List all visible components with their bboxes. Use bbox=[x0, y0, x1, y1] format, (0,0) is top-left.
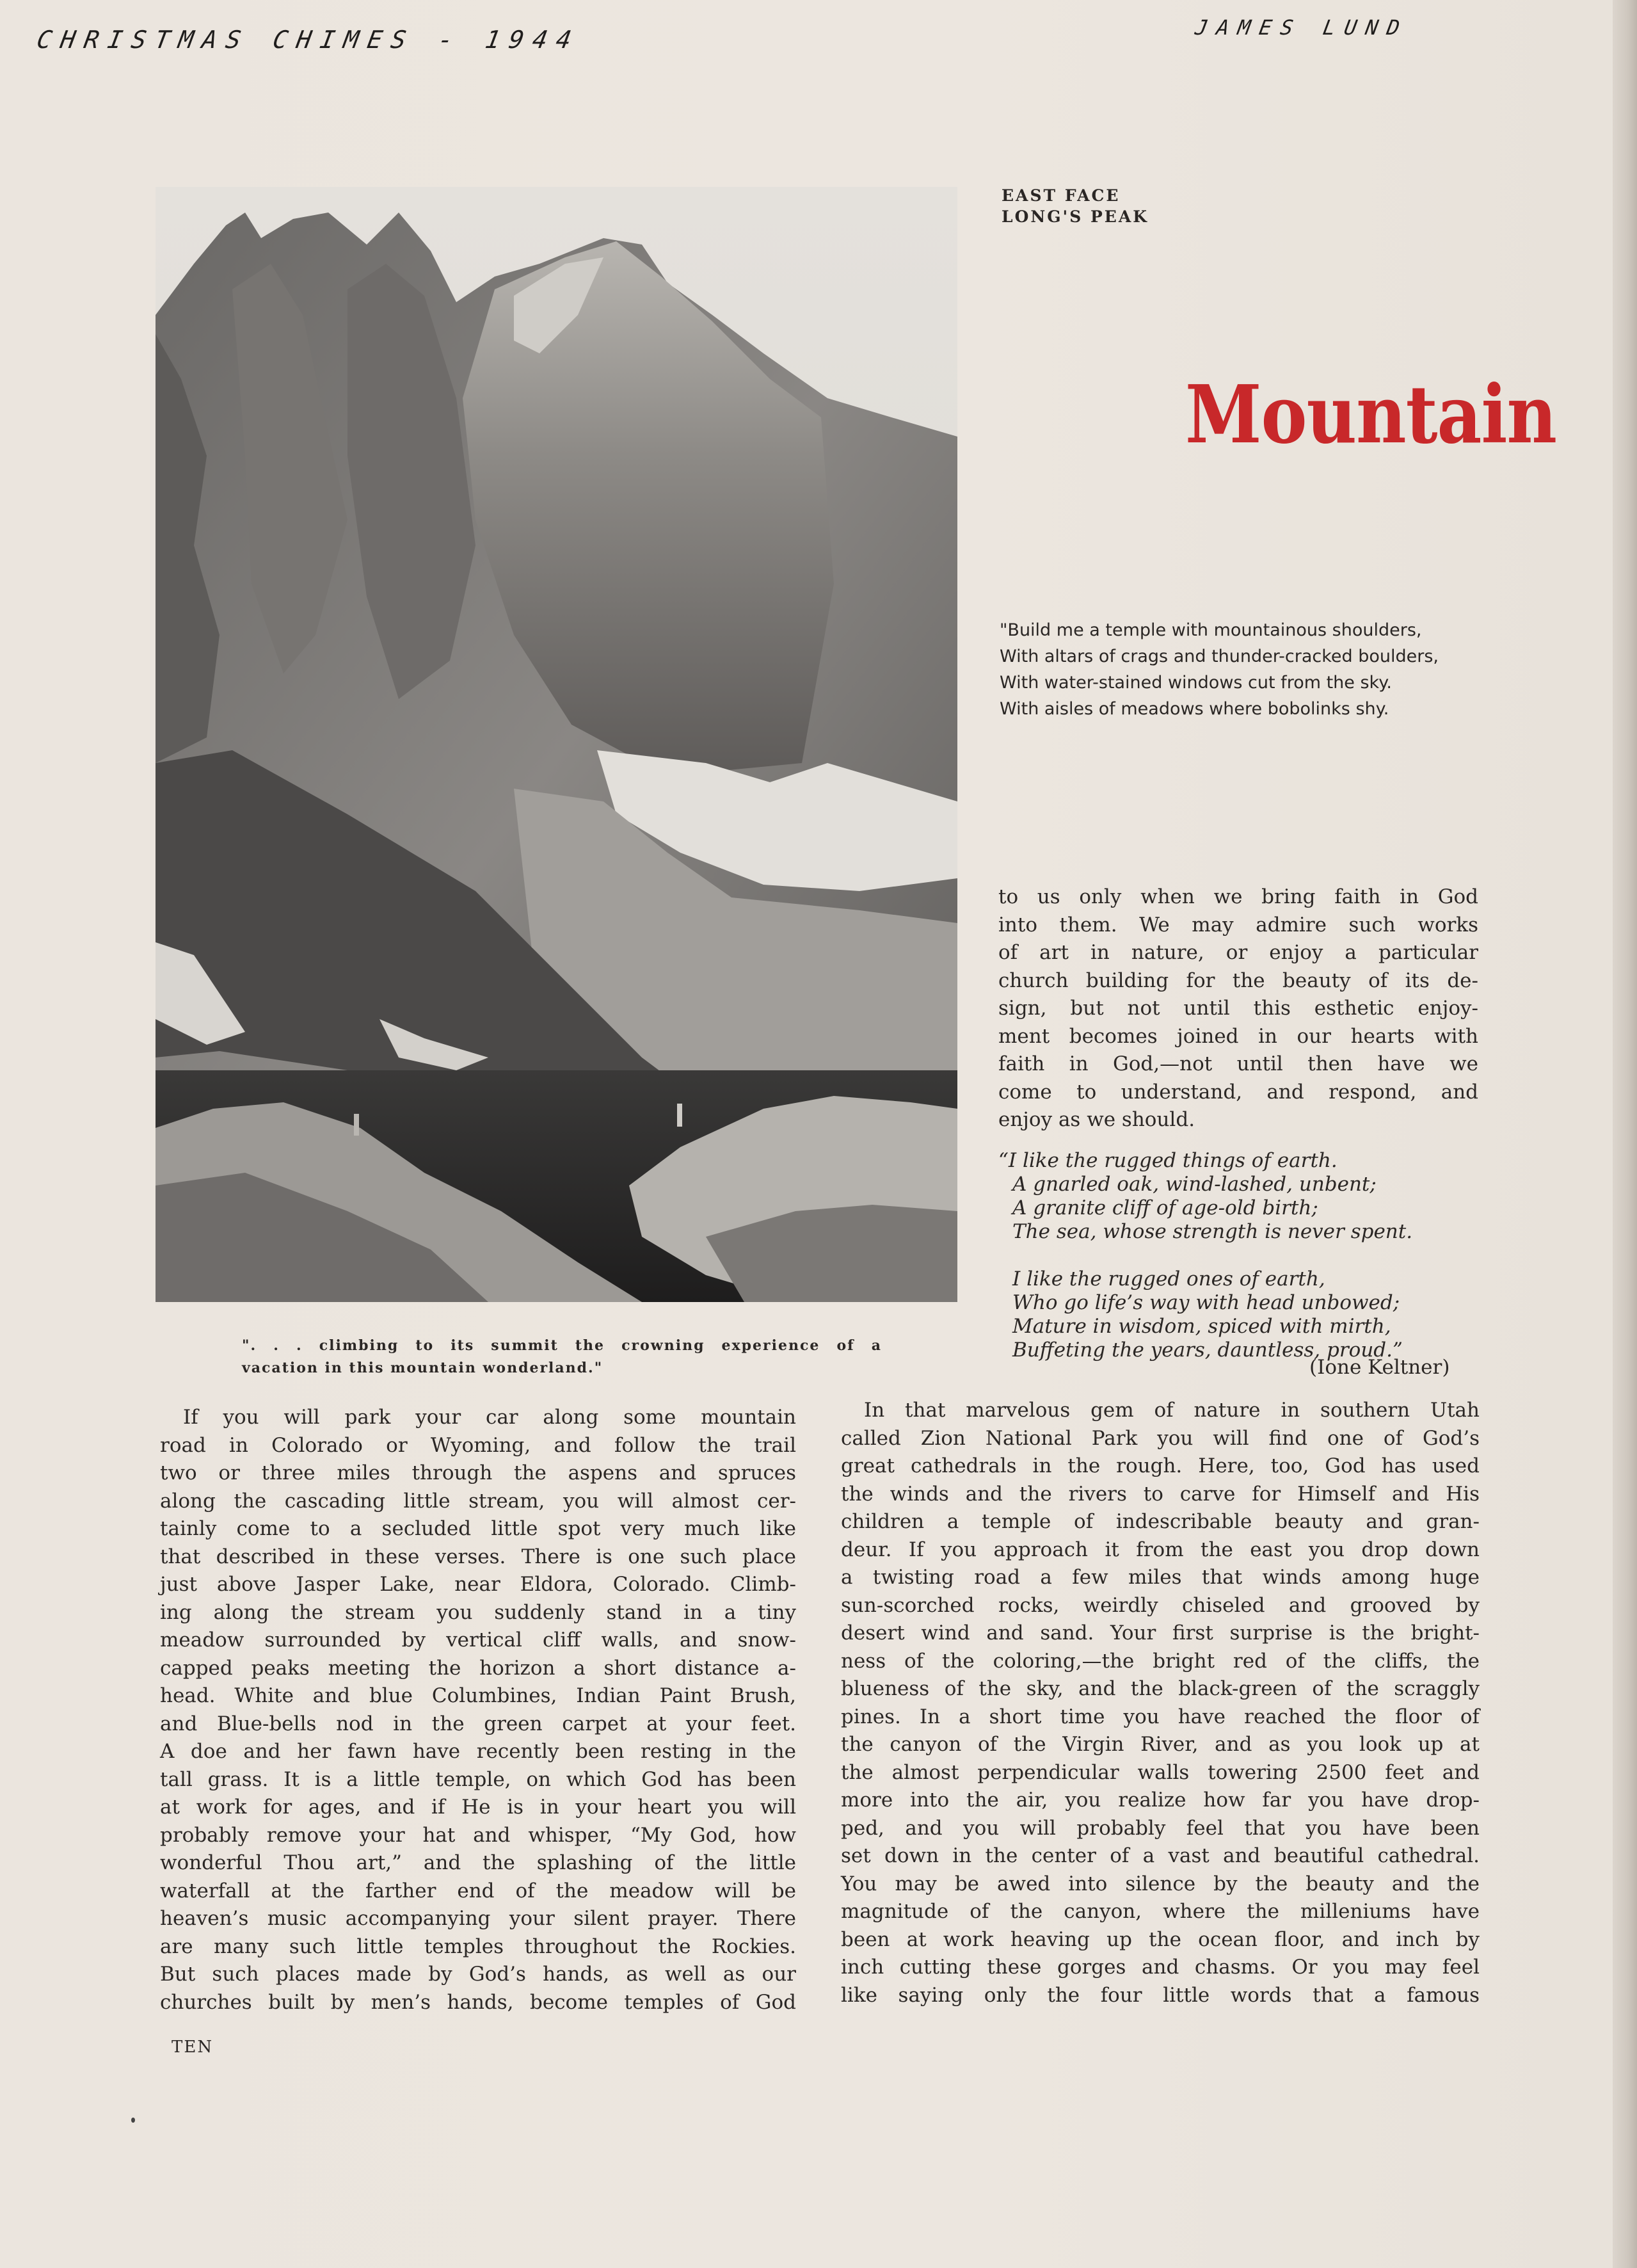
opening-poem bbox=[1000, 617, 1512, 722]
page-number: TEN bbox=[172, 2038, 214, 2057]
text-line: are many such little temples throughout the Rockies. bbox=[160, 1934, 796, 1958]
poem-line: Who go life’s way with head unbowed; bbox=[1012, 1291, 1400, 1314]
text-line: wonderful Thou art,” and the splashing of the little bbox=[160, 1851, 796, 1874]
text-line: A doe and her fawn have recently been resting in the bbox=[160, 1740, 796, 1763]
text-line: ped, and you will probably feel that you have been bbox=[841, 1816, 1480, 1840]
text-line: blueness of the sky, and the black-green of the scraggly bbox=[841, 1677, 1480, 1700]
page-edge bbox=[1613, 0, 1637, 2268]
text-line: and Blue-bells nod in the green carpet at your feet. bbox=[160, 1712, 796, 1735]
text-line: that described in these verses. There is one such place bbox=[160, 1545, 796, 1568]
text-line: church building for the beauty of its de- bbox=[998, 969, 1478, 992]
photo-title-line: EAST FACE bbox=[1002, 186, 1121, 205]
handwritten-publication-note: CHRISTMAS CHIMES - 1944 bbox=[35, 26, 583, 54]
poem-line: With aisles of meadows where bobolinks shy. bbox=[1000, 699, 1389, 719]
text-line: road in Colorado or Wyoming, and follow the trail bbox=[160, 1433, 796, 1457]
text-line: two or three miles through the aspens and spruces bbox=[160, 1461, 796, 1484]
text-line: waterfall at the farther end of the meadow will be bbox=[160, 1879, 796, 1902]
text-line: head. White and blue Columbines, Indian Paint Brush, bbox=[160, 1684, 796, 1707]
poem-line: “I like the rugged things of earth. bbox=[998, 1149, 1338, 1172]
text-line: heaven’s music accompanying your silent prayer. There bbox=[160, 1907, 796, 1930]
text-line: called Zion National Park you will find one of God’s bbox=[841, 1426, 1480, 1450]
text-line: desert wind and sand. Your first surprise is the bright- bbox=[841, 1621, 1480, 1645]
text-line: You may be awed into silence by the beauty and the bbox=[841, 1872, 1480, 1895]
poem-line: Buffeting the years, dauntless, proud.” bbox=[1012, 1339, 1403, 1362]
text-line: If you will park your car along some mountain bbox=[183, 1406, 796, 1429]
right-upper-paragraph bbox=[998, 883, 1478, 1134]
text-line: pines. In a short time you have reached the floor of bbox=[841, 1705, 1480, 1728]
poem-line: With water-stained windows cut from the sky. bbox=[1000, 673, 1392, 693]
text-line: along the cascading little stream, you will almost cer- bbox=[160, 1489, 796, 1513]
mountain-photo bbox=[156, 187, 957, 1302]
ink-speck bbox=[131, 2118, 135, 2123]
text-line: at work for ages, and if He is in your heart you will bbox=[160, 1796, 796, 1819]
stanza-break bbox=[998, 1244, 1485, 1267]
poem-line: The sea, whose strength is never spent. bbox=[1012, 1220, 1413, 1243]
text-line: the winds and the rivers to carve for Himself and His bbox=[841, 1482, 1480, 1506]
text-line: been at work heaving up the ocean floor, and inch by bbox=[841, 1927, 1480, 1951]
poem-line: I like the rugged ones of earth, bbox=[1012, 1267, 1325, 1291]
text-line: magnitude of the canyon, where the milleniums have bbox=[841, 1900, 1480, 1923]
poem-line: Mature in wisdom, spiced with mirth, bbox=[1012, 1315, 1391, 1338]
text-line: of art in nature, or enjoy a particular bbox=[998, 941, 1478, 964]
poem-line: A gnarled oak, wind-lashed, unbent; bbox=[1012, 1173, 1377, 1196]
text-line: great cathedrals in the rough. Here, too, God has used bbox=[841, 1454, 1480, 1477]
text-line: ness of the coloring,—the bright red of the cliffs, the bbox=[841, 1649, 1480, 1673]
text-line: tall grass. It is a little temple, on which God has been bbox=[160, 1767, 796, 1791]
text-line: like saying only the four little words that a famous bbox=[841, 1983, 1480, 2007]
text-line: children a temple of indescribable beauty and gran- bbox=[841, 1510, 1480, 1533]
text-line: faith in God,—not until then have we bbox=[998, 1052, 1478, 1075]
text-line: churches built by men’s hands, become temples of God bbox=[160, 1990, 796, 2014]
poem-line: "Build me a temple with mountainous shoulders, bbox=[1000, 620, 1422, 640]
photo-caption bbox=[242, 1335, 882, 1379]
photo-title bbox=[1002, 185, 1258, 227]
text-line: tainly come to a secluded little spot very much like bbox=[160, 1517, 796, 1540]
mountain-photo-illustration bbox=[156, 187, 957, 1302]
poem-line: With altars of crags and thunder-cracked boulders, bbox=[1000, 647, 1439, 666]
text-line: a twisting road a few miles that winds among huge bbox=[841, 1566, 1480, 1589]
poem-credit: (Ione Keltner) bbox=[1309, 1356, 1450, 1379]
text-line: the almost perpendicular walls towering 2500 feet and bbox=[841, 1760, 1480, 1784]
article-heading: Mountain bbox=[1185, 369, 1557, 462]
text-line: ing along the stream you suddenly stand in a tiny bbox=[160, 1600, 796, 1624]
italic-poem bbox=[998, 1149, 1485, 1362]
handwritten-author-note: JAMES LUND bbox=[1193, 15, 1411, 40]
photo-title-line: LONG'S PEAK bbox=[1002, 207, 1149, 226]
text-line: inch cutting these gorges and chasms. Or you may feel bbox=[841, 1956, 1480, 1979]
text-line: to us only when we bring faith in God bbox=[998, 885, 1478, 908]
text-line: the canyon of the Virgin River, and as you look up at bbox=[841, 1733, 1480, 1756]
text-line: probably remove your hat and whisper, “My God, how bbox=[160, 1823, 796, 1847]
caption-line: vacation in this mountain wonderland." bbox=[242, 1360, 603, 1376]
text-line: ment becomes joined in our hearts with bbox=[998, 1024, 1478, 1048]
text-line: into them. We may admire such works bbox=[998, 913, 1478, 937]
left-column bbox=[160, 1404, 796, 2016]
text-line: sign, but not until this esthetic enjoy- bbox=[998, 997, 1478, 1020]
poem-line: A granite cliff of age-old birth; bbox=[1012, 1196, 1318, 1219]
text-line: meadow surrounded by vertical cliff walls, and snow- bbox=[160, 1629, 796, 1652]
caption-line: ". . . climbing to its summit the crowning experience of a bbox=[242, 1337, 882, 1354]
text-line: come to understand, and respond, and bbox=[998, 1080, 1478, 1104]
text-line: more into the air, you realize how far you have drop- bbox=[841, 1789, 1480, 1812]
text-line: capped peaks meeting the horizon a short distance a- bbox=[160, 1656, 796, 1680]
text-line: deur. If you approach it from the east you drop down bbox=[841, 1538, 1480, 1561]
text-line: In that marvelous gem of nature in southern Utah bbox=[864, 1399, 1480, 1422]
text-line: But such places made by God’s hands, as well as our bbox=[160, 1963, 796, 1986]
text-line: set down in the center of a vast and beautiful cathedral. bbox=[841, 1844, 1480, 1867]
text-line: sun-scorched rocks, weirdly chiseled and grooved by bbox=[841, 1593, 1480, 1617]
text-line: enjoy as we should. bbox=[998, 1108, 1195, 1131]
text-line: just above Jasper Lake, near Eldora, Colorado. Climb- bbox=[160, 1573, 796, 1596]
right-column bbox=[841, 1397, 1480, 2009]
